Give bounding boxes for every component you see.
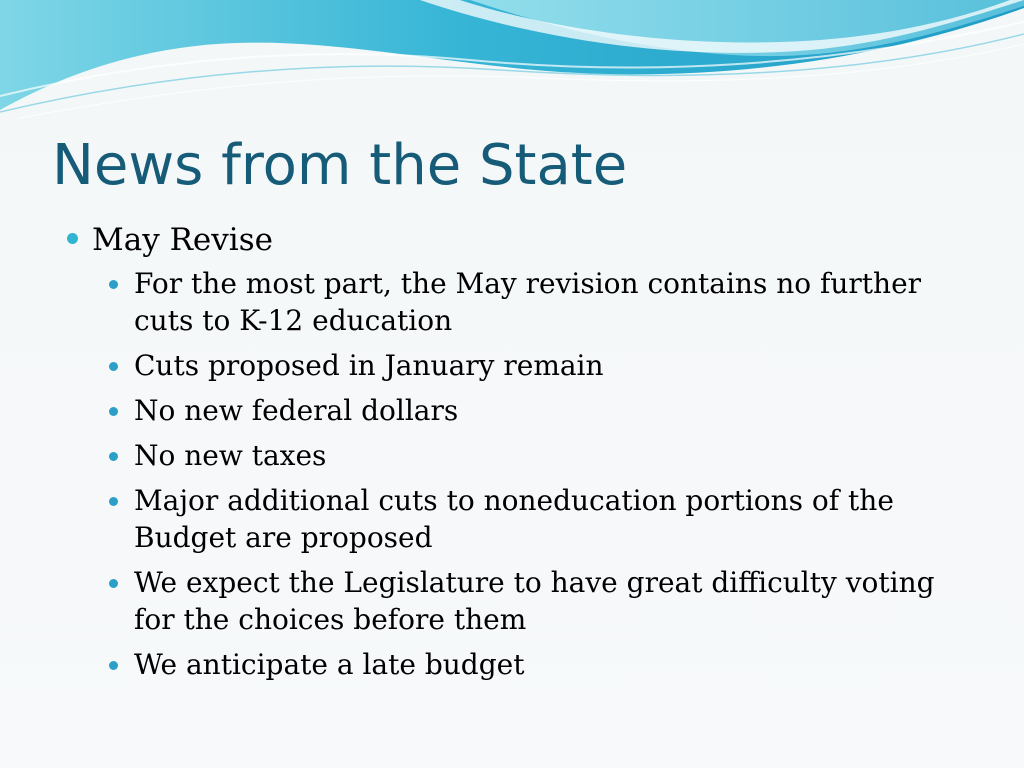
sub-bullet-list — [62, 265, 962, 683]
sub-bullet-dot-icon — [109, 362, 118, 371]
sub-bullet-text: No new federal dollars — [134, 394, 459, 427]
sub-bullet-dot-icon — [109, 452, 118, 461]
sub-bullet-text: Cuts proposed in January remain — [134, 349, 604, 382]
sub-bullet-item — [62, 347, 962, 384]
slide-body — [62, 219, 962, 691]
sub-bullet-dot-icon — [109, 280, 118, 289]
wave-header-decoration — [0, 0, 1024, 130]
sub-bullet-dot-icon — [109, 497, 118, 506]
sub-bullet-text: For the most part, the May revision contains no further cuts to K-12 education — [134, 267, 922, 337]
sub-bullet-dot-icon — [109, 661, 118, 670]
sub-bullet-text: No new taxes — [134, 439, 327, 472]
sub-bullet-dot-icon — [109, 407, 118, 416]
sub-bullet-text: Major additional cuts to noneducation portions of the Budget are proposed — [134, 484, 894, 554]
bullet-label: May Revise — [92, 222, 273, 258]
sub-bullet-item — [62, 392, 962, 429]
sub-bullet-item — [62, 265, 962, 339]
sub-bullet-text: We expect the Legislature to have great difficulty voting for the choices before them — [134, 566, 935, 636]
sub-bullet-item — [62, 437, 962, 474]
sub-bullet-text: We anticipate a late budget — [134, 648, 525, 681]
bullet-may-revise — [62, 219, 962, 261]
sub-bullet-dot-icon — [109, 579, 118, 588]
sub-bullet-item — [62, 646, 962, 683]
slide-title: News from the State — [52, 133, 628, 198]
sub-bullet-item — [62, 482, 962, 556]
bullet-dot-icon — [67, 233, 78, 244]
sub-bullet-item — [62, 564, 962, 638]
